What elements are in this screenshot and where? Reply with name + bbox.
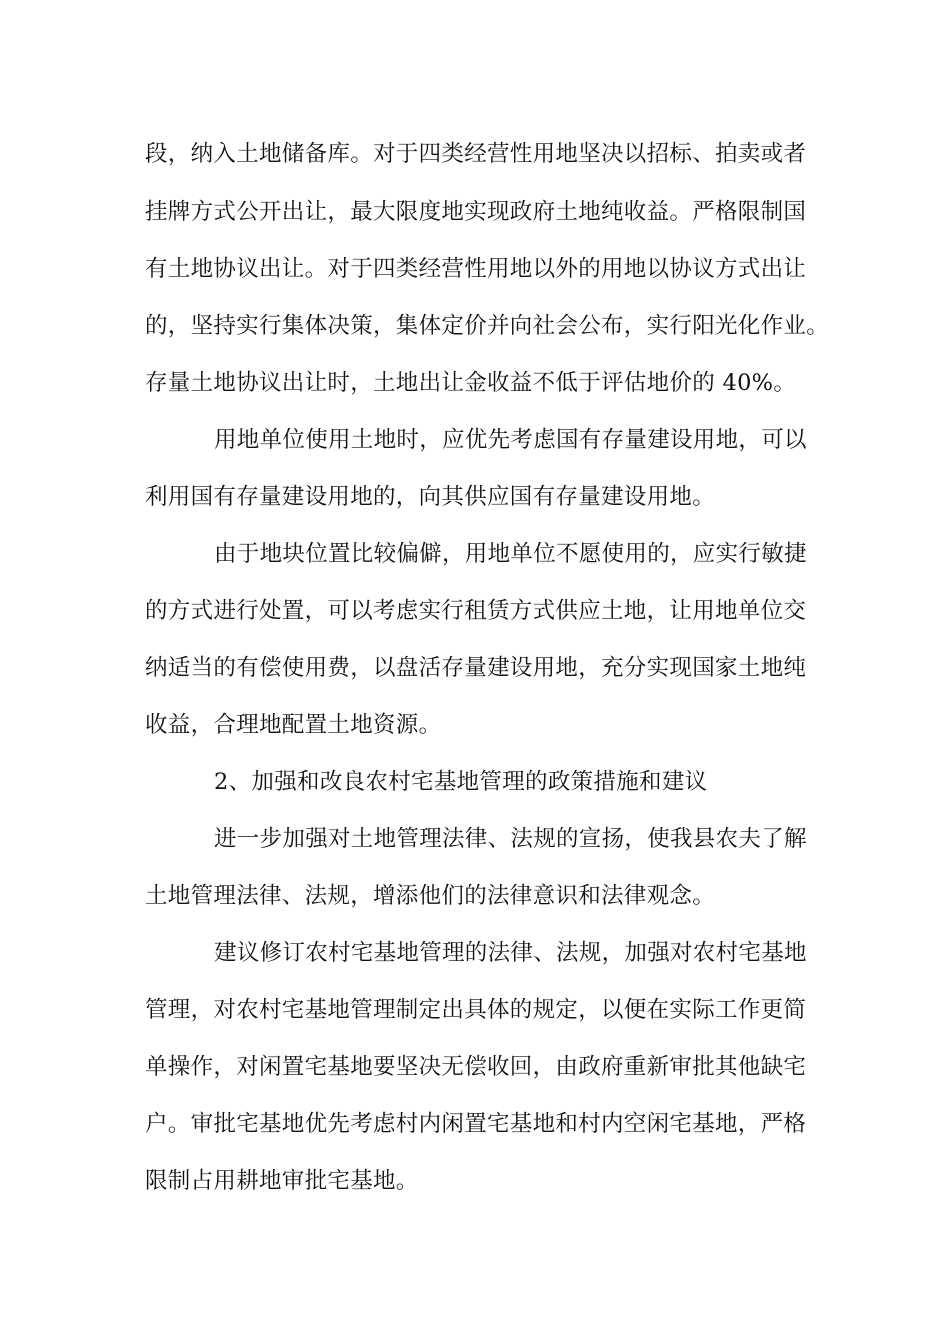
text-line: 纳适当的有偿使用费，以盘活存量建设用地，充分实现国家土地纯	[145, 655, 807, 681]
text-line: 有土地协议出让。对于四类经营性用地以外的用地以协议方式出让	[145, 256, 807, 282]
text-line: 收益，合理地配置土地资源。	[145, 712, 442, 738]
text-line: 段，纳入土地储备库。对于四类经营性用地坚决以招标、拍卖或者	[145, 141, 807, 167]
text-line: 户。审批宅基地优先考虑村内闲置宅基地和村内空闲宅基地，严格	[145, 1111, 807, 1137]
text-line: 存量土地协议出让时，土地出让金收益不低于评估地价的 40%。	[145, 370, 797, 396]
text-line: 挂牌方式公开出让，最大限度地实现政府土地纯收益。严格限制国	[145, 199, 807, 225]
text-line: 由于地块位置比较偏僻，用地单位不愿使用的，应实行敏捷	[214, 541, 807, 567]
text-line: 的，坚持实行集体决策，集体定价并向社会公布，实行阳光化作业。	[145, 313, 830, 339]
text-line: 用地单位使用土地时，应优先考虑国有存量建设用地，可以	[214, 427, 807, 453]
text-line: 限制占用耕地审批宅基地。	[145, 1168, 419, 1194]
section-heading: 2、加强和改良农村宅基地管理的政策措施和建议	[214, 769, 708, 795]
text-line: 管理，对农村宅基地管理制定出具体的规定，以便在实际工作更简	[145, 997, 807, 1023]
text-line: 利用国有存量建设用地的，向其供应国有存量建设用地。	[145, 484, 716, 510]
text-line: 单操作，对闲置宅基地要坚决无偿收回，由政府重新审批其他缺宅	[145, 1054, 807, 1080]
text-line: 的方式进行处置，可以考虑实行租赁方式供应土地，让用地单位交	[145, 598, 807, 624]
text-line: 土地管理法律、法规，增添他们的法律意识和法律观念。	[145, 883, 716, 909]
text-line: 进一步加强对土地管理法律、法规的宣扬，使我县农夫了解	[214, 826, 807, 852]
text-line: 建议修订农村宅基地管理的法律、法规，加强对农村宅基地	[214, 940, 807, 966]
